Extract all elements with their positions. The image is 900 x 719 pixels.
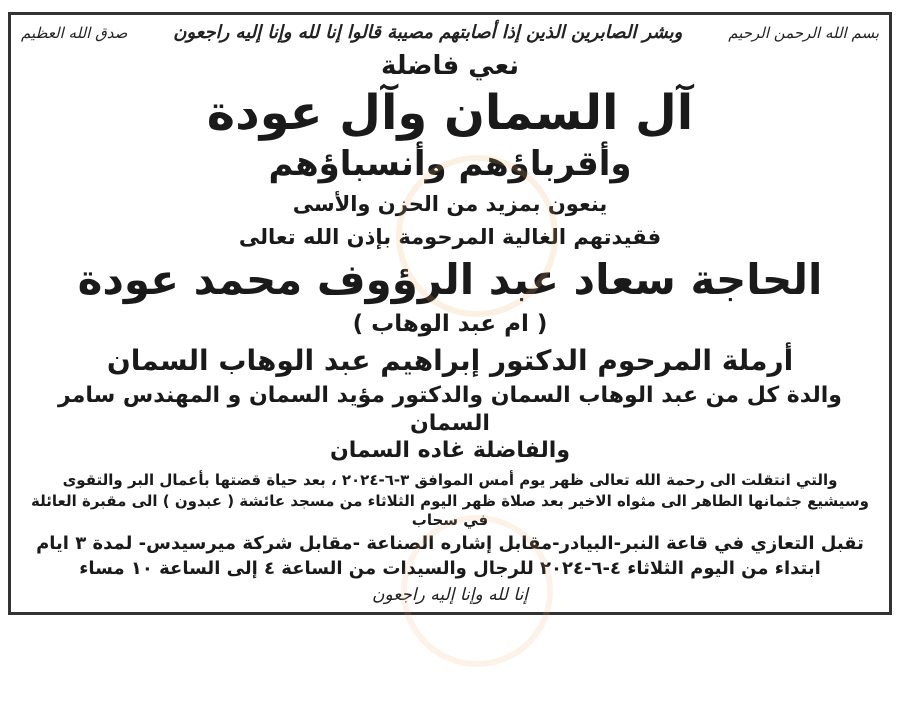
- widow-of-line: أرملة المرحوم الدكتور إبراهيم عبد الوهاب السمان: [106, 344, 794, 378]
- details-line: وسيشيع جثمانها الطاهر الى مثواه الاخير بعد صلاة ظهر اليوم الثلاثاء من مسجد عائشة ( عبدون ) الى مقبرة العائلة في سحاب: [31, 492, 869, 530]
- basmala: بسم الله الرحمن الرحيم: [728, 23, 879, 42]
- deceased-name: الحاجة سعاد عبد الرؤوف محمد عودة: [77, 254, 823, 304]
- mother-of-line-2: والفاضلة غاده السمان: [329, 438, 570, 464]
- notice-frame: [8, 12, 892, 615]
- relatives-line: وأقرباؤهم وأنسباؤهم: [268, 143, 632, 184]
- details-line: تقبل التعازي في قاعة النبر-البيادر-مقابل إشاره الصناعة -مقابل شركة ميرسيدس- لمدة ٣ ايام: [36, 532, 864, 554]
- closing-verse: إنا لله وإنا إليه راجعون: [371, 584, 529, 605]
- notice-title: نعي فاضلة: [380, 51, 520, 82]
- details-line: والتي انتقلت الى رحمة الله تعالى ظهر يوم أمس الموافق ٣-٦-٢٠٢٤ ، بعد حياة قضتها بأعمال البر والتقوى: [62, 470, 838, 489]
- header-calligraphy: [21, 21, 879, 44]
- mourn-line: ينعون بمزيد من الحزن والأسى: [292, 192, 608, 217]
- sadaqa-text: صدق الله العظيم: [21, 23, 128, 42]
- intro-line: فقيدتهم الغالية المرحومة بإذن الله تعالى: [238, 224, 662, 249]
- details-line: ابتداء من اليوم الثلاثاء ٤-٦-٢٠٢٤ للرجال والسيدات من الساعة ٤ إلى الساعة ١٠ مساء: [79, 558, 821, 580]
- families-names: آل السمان وآل عودة: [206, 84, 694, 141]
- mother-of-line: والدة كل من عبد الوهاب السمان والدكتور مؤيد السمان و المهندس سامر السمان: [58, 383, 842, 436]
- kunya: ( ام عبد الوهاب ): [352, 311, 548, 338]
- quran-verse: وبشر الصابرين الذين إذا أصابتهم مصيبة قالوا إنا لله وإنا إليه راجعون: [173, 22, 683, 43]
